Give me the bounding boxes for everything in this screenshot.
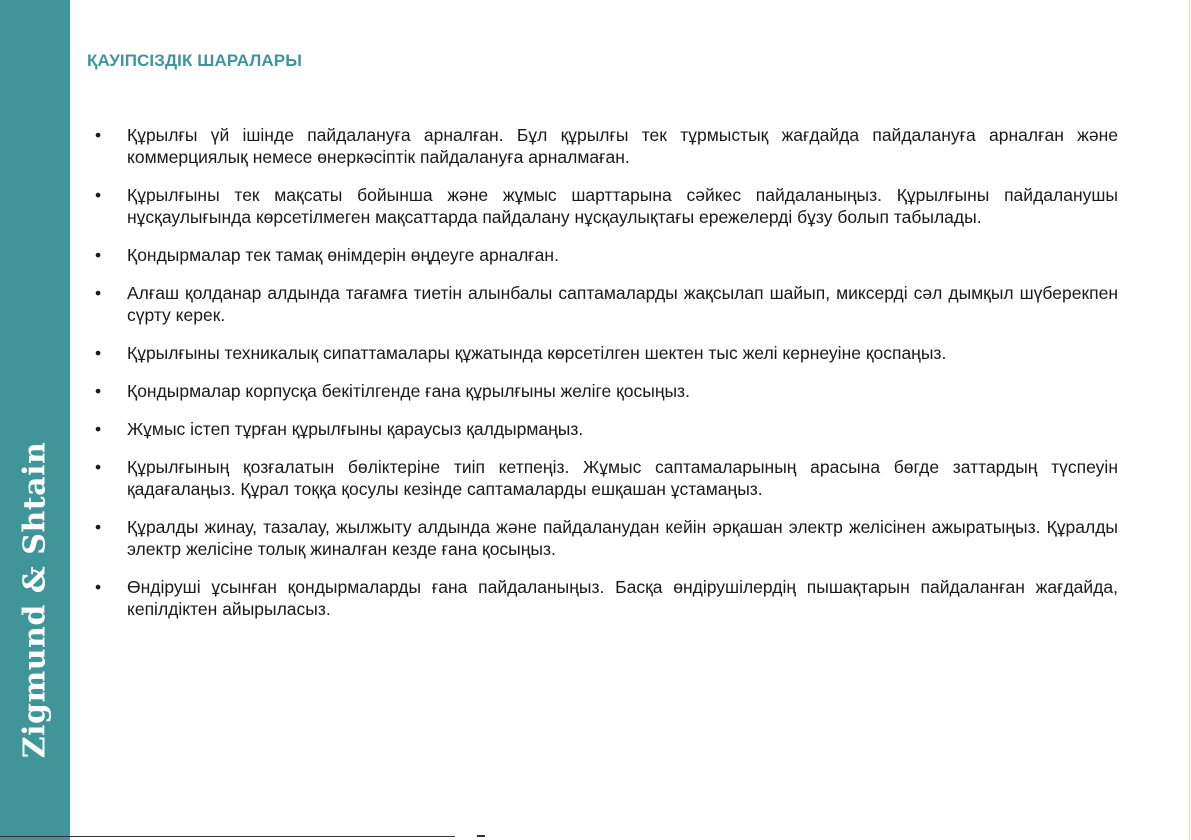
list-item-text: Өндіруші ұсынған қондырмаларды ғана пайдаланыңыз. Басқа өндірушілердің пышақтарын пайдаланған жағдайда, кепілдіктен айырыласыз. [127,577,1118,619]
safety-list [92,124,1118,636]
right-edge-line [1189,0,1190,840]
list-item-text: Жұмыс істеп тұрған құрылғыны қараусыз қалдырмаңыз. [127,419,584,439]
list-item [92,124,1118,168]
list-item [92,456,1118,500]
list-item [92,244,1118,266]
list-item [92,516,1118,560]
bullet-icon: • [95,419,102,439]
page-title: ҚАУІПСІЗДІК ШАРАЛАРЫ [87,51,302,70]
bullet-icon: • [95,185,102,205]
bullet-icon: • [95,343,102,363]
bullet-icon: • [95,283,102,303]
list-item-text: Қондырмалар тек тамақ өнімдерін өңдеуге арналған. [127,245,559,265]
list-item-text: Құралды жинау, тазалау, жылжыту алдында және пайдаланудан кейін әрқашан электр желісінен ажыратыңыз. Құралды электр желісіне толық жиналған кезде ғана қосыңыз. [127,517,1118,559]
bullet-icon: • [95,517,102,537]
list-item [92,576,1118,620]
list-item-text: Құрылғыны тек мақсаты бойынша және жұмыс шарттарына сәйкес пайдаланыңыз. Құрылғыны пайдаланушы нұсқаулығында көрсетілмеген мақсаттарда пайдалану нұсқаулықтағы ережелерді бұзу болып табылады. [127,185,1118,227]
list-item-text: Қондырмалар корпусқа бекітілгенде ғана құрылғыны желіге қосыңыз. [127,381,690,401]
bullet-icon: • [95,245,102,265]
list-item [92,184,1118,228]
bullet-icon: • [95,125,102,145]
list-item [92,380,1118,402]
bullet-icon: • [95,457,102,477]
bottom-divider-tick [477,835,485,837]
bullet-icon: • [95,577,102,597]
list-item-text: Құрылғыны техникалық сипаттамалары құжатында көрсетілген шектен тыс желі кернеуіне қоспаңыз. [127,343,947,363]
list-item [92,418,1118,440]
list-item-text: Құрылғы үй ішінде пайдалануға арналған. Бұл құрылғы тек тұрмыстық жағдайда пайдалануға арналған және коммерциялық немесе өнеркәсіптік пайдалануға арналмаған. [127,125,1118,167]
list-item-text: Алғаш қолданар алдында тағамға тиетін алынбалы саптамаларды жақсылап шайып, миксерді сәл дымқыл шүберекпен сүрту керек. [127,283,1118,325]
list-item-text: Құрылғының қозғалатын бөліктеріне тиіп кетпеңіз. Жұмыс саптамаларының арасына бөгде заттардың түспеуін қадағалаңыз. Құрал тоққа қосулы кезінде саптамаларды ешқашан ұстамаңыз. [127,457,1118,499]
brand-sidebar [0,0,70,840]
bottom-divider [0,836,455,837]
brand-logo: Zigmund & Shtain [17,441,53,759]
bullet-icon: • [95,381,102,401]
list-item [92,342,1118,364]
list-item [92,282,1118,326]
